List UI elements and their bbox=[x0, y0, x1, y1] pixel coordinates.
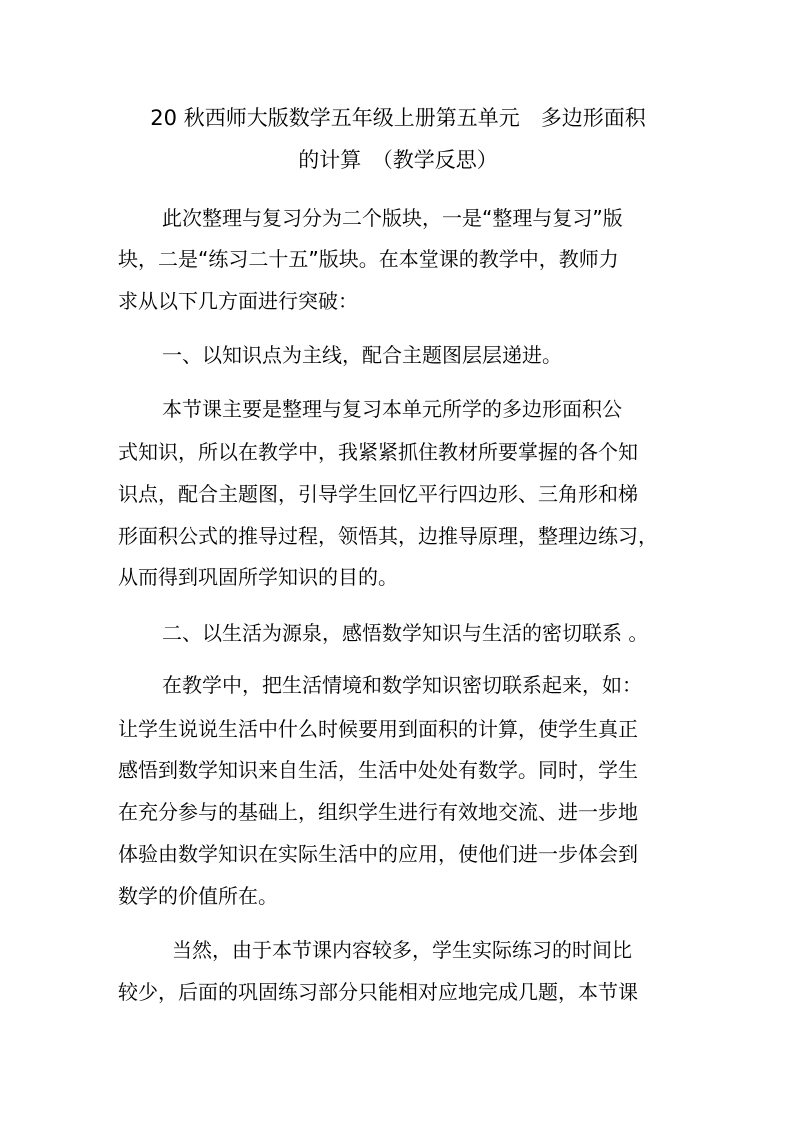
paragraph-5-line-1: 在教学中，把生活情境和数学知识密切联系起来，如： bbox=[162, 673, 642, 697]
paragraph-6-line-2: 较少，后面的巩固练习部分只能相对应地完成几题，本节课 bbox=[118, 980, 638, 1004]
paragraph-1-line-3: 求从以下几方面进行突破： bbox=[118, 289, 358, 313]
paragraph-5-line-5: 体验由数学知识在实际生活中的应用，使他们进一步体会到 bbox=[118, 842, 638, 866]
paragraph-3-line-3: 识点，配合主题图，引导学生回忆平行四边形、三角形和梯 bbox=[118, 482, 638, 506]
paragraph-3-line-5: 从而得到巩固所学知识的目的。 bbox=[118, 565, 398, 589]
section-heading-2: 二、以生活为源泉，感悟数学知识与生活的密切联系 。 bbox=[162, 621, 649, 645]
paragraph-6-line-1: 当然，由于本节课内容较多，学生实际练习的时间比 bbox=[172, 938, 632, 962]
paragraph-5-line-2: 让学生说说生活中什么时候要用到面积的计算，使学生真正 bbox=[118, 717, 638, 741]
paragraph-3-line-4: 形面积公式的推导过程，领悟其，边推导原理，整理边练习， bbox=[118, 524, 658, 548]
paragraph-3-line-1: 本节课主要是整理与复习本单元所学的多边形面积公 bbox=[162, 397, 622, 421]
section-heading-1: 一、以知识点为主线，配合主题图层层递进。 bbox=[162, 343, 562, 367]
paragraph-5-line-4: 在充分参与的基础上，组织学生进行有效地交流、进一步地 bbox=[118, 800, 638, 824]
paragraph-3-line-2: 式知识，所以在教学中，我紧紧抓住教材所要掌握的各个知 bbox=[118, 440, 638, 464]
paragraph-5-line-6: 数学的价值所在。 bbox=[118, 884, 278, 908]
paragraph-5-line-3: 感悟到数学知识来自生活，生活中处处有数学。同时，学生 bbox=[118, 758, 638, 782]
document-title-line-1: 20 秋西师大版数学五年级上册第五单元 多边形面积 bbox=[150, 106, 646, 130]
paragraph-1-line-1: 此次整理与复习分为二个版块，一是“整理与复习”版 bbox=[162, 206, 623, 230]
document-title-line-2: 的计算 （教学反思） bbox=[298, 148, 498, 172]
paragraph-1-line-2: 块，二是“练习二十五”版块。在本堂课的教学中，教师力 bbox=[118, 247, 619, 271]
